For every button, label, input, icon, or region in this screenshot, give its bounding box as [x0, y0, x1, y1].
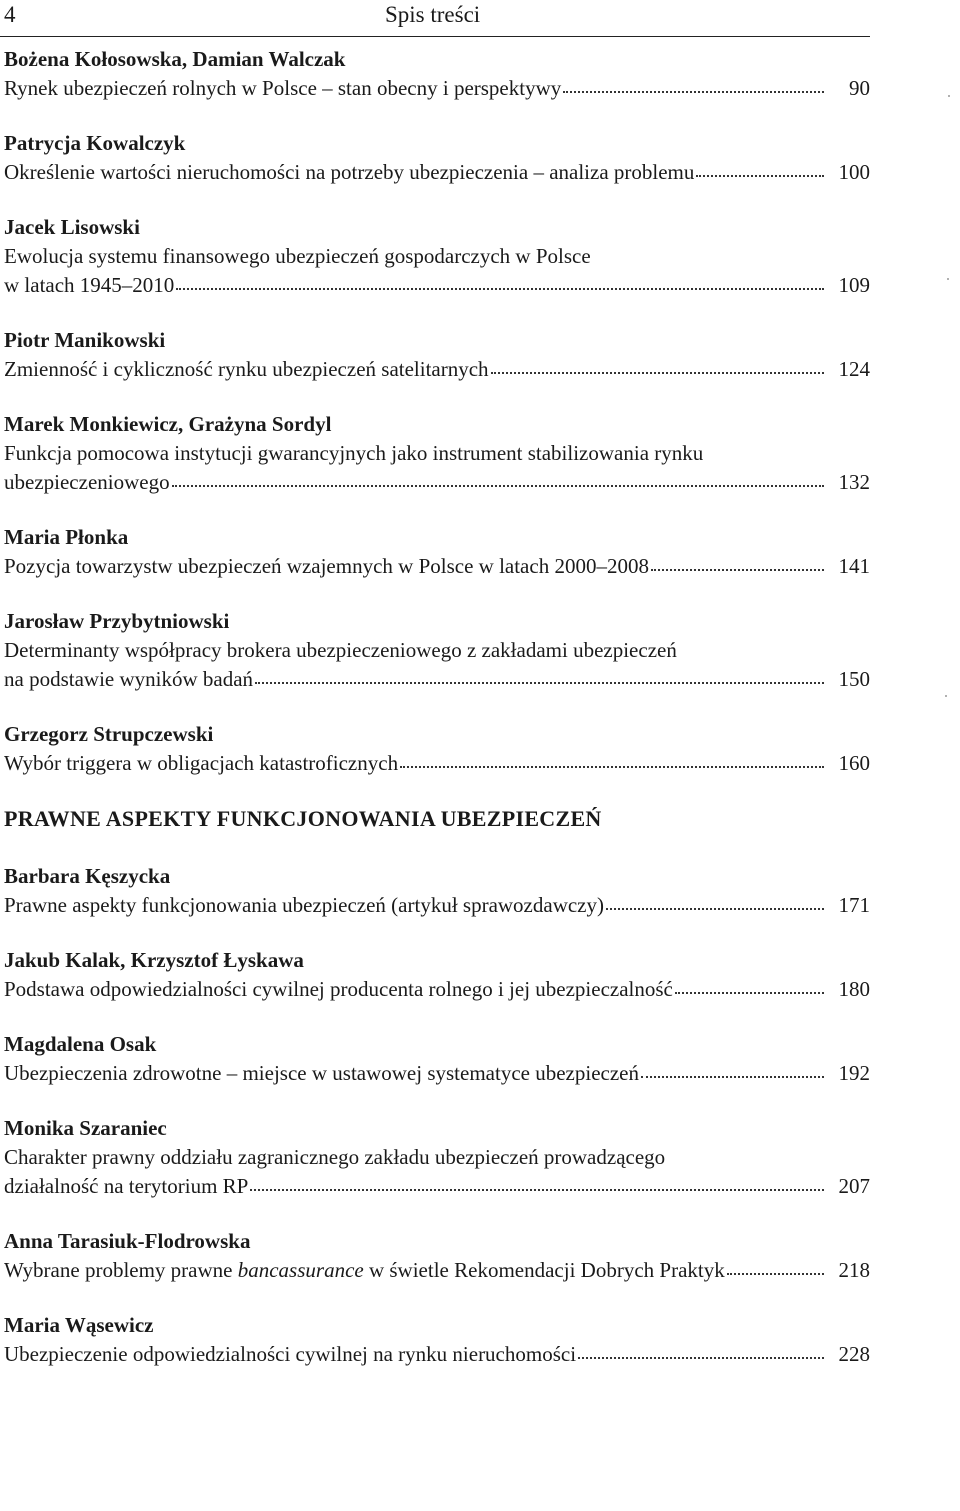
entry-page-number: 171 — [838, 893, 870, 917]
toc-entry — [0, 213, 870, 300]
entry-author: Magdalena Osak — [4, 1032, 157, 1056]
entry-page-number: 192 — [838, 1061, 870, 1085]
toc-entry — [0, 1030, 870, 1088]
toc-entry — [0, 1114, 870, 1201]
entry-title-last-line — [0, 891, 870, 920]
entry-title-text: Prawne aspekty funkcjonowania ubezpieczeń (artykuł sprawozdawczy) — [4, 893, 604, 917]
entry-page-number: 180 — [838, 977, 870, 1001]
entry-author: Jarosław Przybytniowski — [4, 609, 230, 633]
dot-leader — [727, 1269, 824, 1275]
dot-leader — [675, 988, 824, 994]
entry-page-number: 160 — [838, 751, 870, 775]
dot-leader — [255, 678, 824, 684]
entry-page-number: 109 — [838, 273, 870, 297]
entry-title-text: w latach 1945–2010 — [4, 273, 175, 297]
toc-entry — [0, 129, 870, 187]
entry-title-last-line — [0, 74, 870, 103]
entry-page-number: 150 — [838, 667, 870, 691]
entry-title-last-line — [0, 1256, 870, 1285]
toc-entry — [0, 523, 870, 581]
entry-title-last-line — [0, 1172, 870, 1201]
toc-entry — [0, 720, 870, 778]
entry-title-last-line — [0, 1059, 870, 1088]
entry-author: Jacek Lisowski — [4, 215, 140, 239]
entry-title-last-line — [0, 355, 870, 384]
scan-speck — [947, 278, 949, 280]
entry-title-text: Ubezpieczenia zdrowotne – miejsce w ustawowej systematyce ubezpieczeń — [4, 1061, 639, 1085]
running-title: Spis treści — [385, 2, 481, 27]
entry-title-text: Wybór triggera w obligacjach katastroficznych — [4, 751, 399, 775]
dot-leader — [563, 87, 824, 93]
entry-title-line: Funkcja pomocowa instytucji gwarancyjnych jako instrument stabilizowania rynku — [4, 441, 704, 465]
entry-title-text: na podstawie wyników badań — [4, 667, 254, 691]
dot-leader — [250, 1185, 824, 1191]
entry-page-number: 132 — [838, 470, 870, 494]
entry-title-line: Determinanty współpracy brokera ubezpieczeniowego z zakładami ubezpieczeń — [4, 638, 677, 662]
entry-title-text: ubezpieczeniowego — [4, 470, 170, 494]
toc-part-2 — [0, 862, 870, 1369]
entry-author: Maria Płonka — [4, 525, 129, 549]
toc-entry — [0, 1227, 870, 1285]
entry-title-last-line — [0, 749, 870, 778]
dot-leader — [172, 481, 824, 487]
entry-title-last-line — [0, 158, 870, 187]
table-of-contents — [0, 45, 870, 1395]
entry-author: Jakub Kalak, Krzysztof Łyskawa — [4, 948, 304, 972]
toc-entry — [0, 862, 870, 920]
entry-title-text: działalność na terytorium RP — [4, 1174, 249, 1198]
entry-title-text: Zmienność i cykliczność rynku ubezpieczeń satelitarnych — [4, 357, 489, 381]
entry-title-text: Rynek ubezpieczeń rolnych w Polsce – stan obecny i perspektywy — [4, 76, 562, 100]
entry-author: Monika Szaraniec — [4, 1116, 167, 1140]
entry-title-last-line — [0, 552, 870, 581]
dot-leader — [176, 284, 824, 290]
page-number: 4 — [4, 2, 16, 27]
entry-author: Anna Tarasiuk-Flodrowska — [4, 1229, 251, 1253]
entry-author: Barbara Kęszycka — [4, 864, 171, 888]
dot-leader — [641, 1072, 824, 1078]
scan-speck — [945, 695, 947, 697]
entry-author: Piotr Manikowski — [4, 328, 166, 352]
toc-entry — [0, 326, 870, 384]
dot-leader — [491, 368, 824, 374]
entry-title-line: Ewolucja systemu finansowego ubezpieczeń gospodarczych w Polsce — [4, 244, 591, 268]
italic-term: bancassurance — [237, 1258, 364, 1282]
entry-page-number: 228 — [838, 1342, 870, 1366]
entry-author: Grzegorz Strupczewski — [4, 722, 214, 746]
toc-entry — [0, 410, 870, 497]
entry-page-number: 141 — [838, 554, 870, 578]
entry-title-last-line — [0, 665, 870, 694]
entry-title-last-line — [0, 1340, 870, 1369]
dot-leader — [696, 171, 824, 177]
entry-title-last-line — [0, 271, 870, 300]
entry-page-number: 90 — [849, 76, 870, 100]
toc-entry — [0, 1311, 870, 1369]
dot-leader — [651, 565, 824, 571]
toc-entry — [0, 607, 870, 694]
dot-leader — [606, 904, 824, 910]
entry-title-text: Określenie wartości nieruchomości na potrzeby ubezpieczenia – analiza problemu — [4, 160, 695, 184]
dot-leader — [400, 762, 824, 768]
entry-title-text: Pozycja towarzystw ubezpieczeń wzajemnych w Polsce w latach 2000–2008 — [4, 554, 649, 578]
entry-page-number: 207 — [838, 1174, 870, 1198]
entry-author: Patrycja Kowalczyk — [4, 131, 186, 155]
entry-title-text: Podstawa odpowiedzialności cywilnej producenta rolnego i jej ubezpieczalność — [4, 977, 673, 1001]
scan-speck — [948, 95, 950, 97]
toc-entry — [0, 45, 870, 103]
page-header — [0, 0, 870, 37]
toc-part-1 — [0, 45, 870, 778]
entry-title-text: Ubezpieczenie odpowiedzialności cywilnej na rynku nieruchomości — [4, 1342, 577, 1366]
section-heading: PRAWNE ASPEKTY FUNKCJONOWANIA UBEZPIECZEŃ — [4, 806, 602, 831]
entry-title-text: Wybrane problemy prawne bancassurance w świetle Rekomendacji Dobrych Praktyk — [4, 1258, 725, 1282]
dot-leader — [578, 1353, 824, 1359]
entry-author: Bożena Kołosowska, Damian Walczak — [4, 47, 346, 71]
entry-page-number: 100 — [838, 160, 870, 184]
entry-title-last-line — [0, 468, 870, 497]
entry-page-number: 124 — [838, 357, 870, 381]
entry-title-line: Charakter prawny oddziału zagranicznego zakładu ubezpieczeń prowadzącego — [4, 1145, 666, 1169]
toc-entry — [0, 946, 870, 1004]
entry-page-number: 218 — [838, 1258, 870, 1282]
entry-title-last-line — [0, 975, 870, 1004]
entry-author: Marek Monkiewicz, Grażyna Sordyl — [4, 412, 332, 436]
entry-author: Maria Wąsewicz — [4, 1313, 154, 1337]
